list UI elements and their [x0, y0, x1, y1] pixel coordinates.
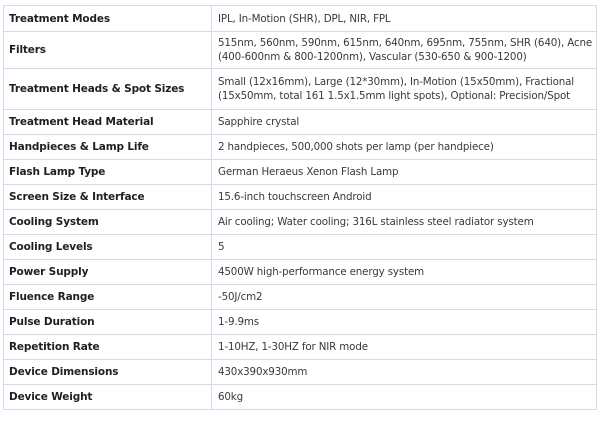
table-row: [4, 235, 597, 260]
spec-label: Handpieces & Lamp Life: [4, 135, 212, 160]
spec-label: Device Weight: [4, 385, 212, 410]
spec-value: 430x390x930mm: [212, 360, 597, 385]
table-row: [4, 260, 597, 285]
spec-value: IPL, In-Motion (SHR), DPL, NIR, FPL: [212, 6, 597, 32]
table-row: [4, 210, 597, 235]
spec-value: 2 handpieces, 500,000 shots per lamp (per handpiece): [212, 135, 597, 160]
spec-value: 1-10HZ, 1-30HZ for NIR mode: [212, 335, 597, 360]
spec-label: Repetition Rate: [4, 335, 212, 360]
spec-label: Treatment Head Material: [4, 110, 212, 135]
table-row: [4, 185, 597, 210]
spec-value: 515nm, 560nm, 590nm, 615nm, 640nm, 695nm, 755nm, SHR (640), Acne (400-600nm & 800-1200nm), Vascular (530-650 & 900-1200): [212, 32, 597, 69]
table-row: [4, 110, 597, 135]
table-row: [4, 285, 597, 310]
spec-value: 15.6-inch touchscreen Android: [212, 185, 597, 210]
spec-value: -50J/cm2: [212, 285, 597, 310]
spec-label: Treatment Heads & Spot Sizes: [4, 69, 212, 110]
spec-label: Cooling System: [4, 210, 212, 235]
table-row: [4, 32, 597, 69]
spec-label: Flash Lamp Type: [4, 160, 212, 185]
spec-label: Treatment Modes: [4, 6, 212, 32]
spec-label: Cooling Levels: [4, 235, 212, 260]
table-row: [4, 69, 597, 110]
table-row: [4, 360, 597, 385]
spec-value: Small (12x16mm), Large (12*30mm), In-Motion (15x50mm), Fractional (15x50mm, total 161 1.5x1.5mm light spots), Optional: Precision/Spot: [212, 69, 597, 110]
table-row: [4, 335, 597, 360]
table-row: [4, 160, 597, 185]
specifications-table: [3, 5, 597, 410]
spec-label: Pulse Duration: [4, 310, 212, 335]
spec-value: Air cooling; Water cooling; 316L stainless steel radiator system: [212, 210, 597, 235]
table-row: [4, 135, 597, 160]
spec-value: 5: [212, 235, 597, 260]
spec-label: Power Supply: [4, 260, 212, 285]
table-row: [4, 310, 597, 335]
spec-value: 1-9.9ms: [212, 310, 597, 335]
spec-value: German Heraeus Xenon Flash Lamp: [212, 160, 597, 185]
spec-value: 60kg: [212, 385, 597, 410]
spec-label: Device Dimensions: [4, 360, 212, 385]
spec-label: Filters: [4, 32, 212, 69]
spec-value: Sapphire crystal: [212, 110, 597, 135]
table-row: [4, 6, 597, 32]
spec-value: 4500W high-performance energy system: [212, 260, 597, 285]
spec-label: Screen Size & Interface: [4, 185, 212, 210]
table-row: [4, 385, 597, 410]
spec-label: Fluence Range: [4, 285, 212, 310]
